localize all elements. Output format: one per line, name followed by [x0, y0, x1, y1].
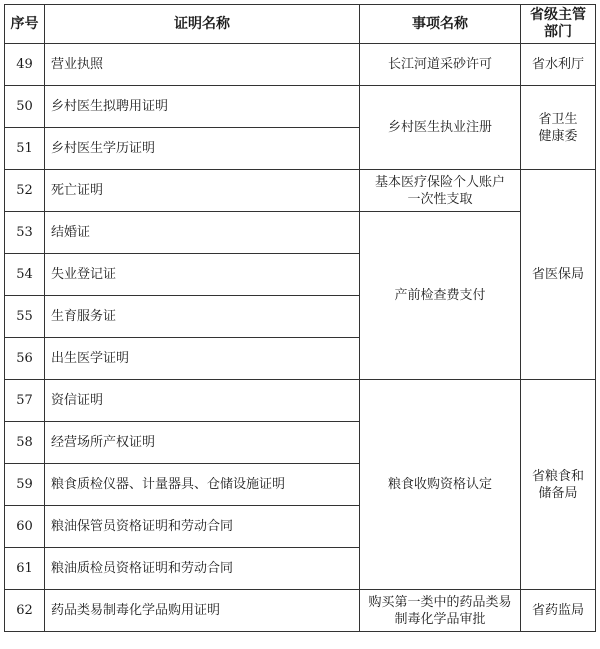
header-num: 序号 [5, 5, 45, 44]
certificate-name: 资信证明 [45, 380, 360, 422]
header-dept [521, 5, 596, 44]
header-name: 证明名称 [45, 5, 360, 44]
item-name [360, 170, 521, 212]
certificate-name: 死亡证明 [45, 170, 360, 212]
dept-name: 省医保局 [521, 170, 596, 380]
dept-line1: 省卫生 [538, 111, 578, 127]
header-item: 事项名称 [360, 5, 521, 44]
certificate-name: 结婚证 [45, 212, 360, 254]
row-num: 58 [5, 422, 45, 464]
item-line1: 基本医疗保险个人账户 [374, 174, 505, 190]
certificate-name: 粮油保管员资格证明和劳动合同 [45, 506, 360, 548]
row-num: 59 [5, 464, 45, 506]
item-name: 粮食收购资格认定 [360, 380, 521, 590]
item-name [360, 590, 521, 632]
row-num: 55 [5, 296, 45, 338]
dept-name: 省水利厅 [521, 44, 596, 86]
row-num: 49 [5, 44, 45, 86]
table-row [5, 86, 596, 128]
certificate-name: 粮食质检仪器、计量器具、仓储设施证明 [45, 464, 360, 506]
table-row [5, 44, 596, 86]
table-row [5, 380, 596, 422]
certificate-table [4, 4, 596, 632]
row-num: 51 [5, 128, 45, 170]
row-num: 52 [5, 170, 45, 212]
dept-line2: 储备局 [538, 485, 578, 501]
row-num: 56 [5, 338, 45, 380]
table-row [5, 212, 596, 254]
table-row [5, 590, 596, 632]
certificate-name: 药品类易制毒化学品购用证明 [45, 590, 360, 632]
item-name: 乡村医生执业注册 [360, 86, 521, 170]
item-name: 产前检查费支付 [360, 212, 521, 380]
item-line1: 购买第一类中的药品类易 [368, 594, 512, 610]
row-num: 61 [5, 548, 45, 590]
dept-name [521, 380, 596, 590]
item-line2: 一次性支取 [407, 191, 473, 207]
certificate-name: 经营场所产权证明 [45, 422, 360, 464]
certificate-name: 失业登记证 [45, 254, 360, 296]
header-dept-line1: 省级主管 [530, 7, 586, 23]
row-num: 60 [5, 506, 45, 548]
item-name: 长江河道采砂许可 [360, 44, 521, 86]
dept-name: 省药监局 [521, 590, 596, 632]
certificate-name: 乡村医生学历证明 [45, 128, 360, 170]
header-dept-line2: 部门 [544, 24, 572, 40]
table-row [5, 170, 596, 212]
certificate-name: 生育服务证 [45, 296, 360, 338]
item-line2: 制毒化学品审批 [394, 611, 486, 627]
dept-line2: 健康委 [538, 128, 578, 144]
certificate-name: 乡村医生拟聘用证明 [45, 86, 360, 128]
certificate-name: 出生医学证明 [45, 338, 360, 380]
certificate-name: 粮油质检员资格证明和劳动合同 [45, 548, 360, 590]
row-num: 50 [5, 86, 45, 128]
row-num: 54 [5, 254, 45, 296]
dept-line1: 省粮食和 [531, 468, 584, 484]
table-header-row [5, 5, 596, 44]
certificate-name: 营业执照 [45, 44, 360, 86]
row-num: 57 [5, 380, 45, 422]
row-num: 62 [5, 590, 45, 632]
dept-name [521, 86, 596, 170]
row-num: 53 [5, 212, 45, 254]
